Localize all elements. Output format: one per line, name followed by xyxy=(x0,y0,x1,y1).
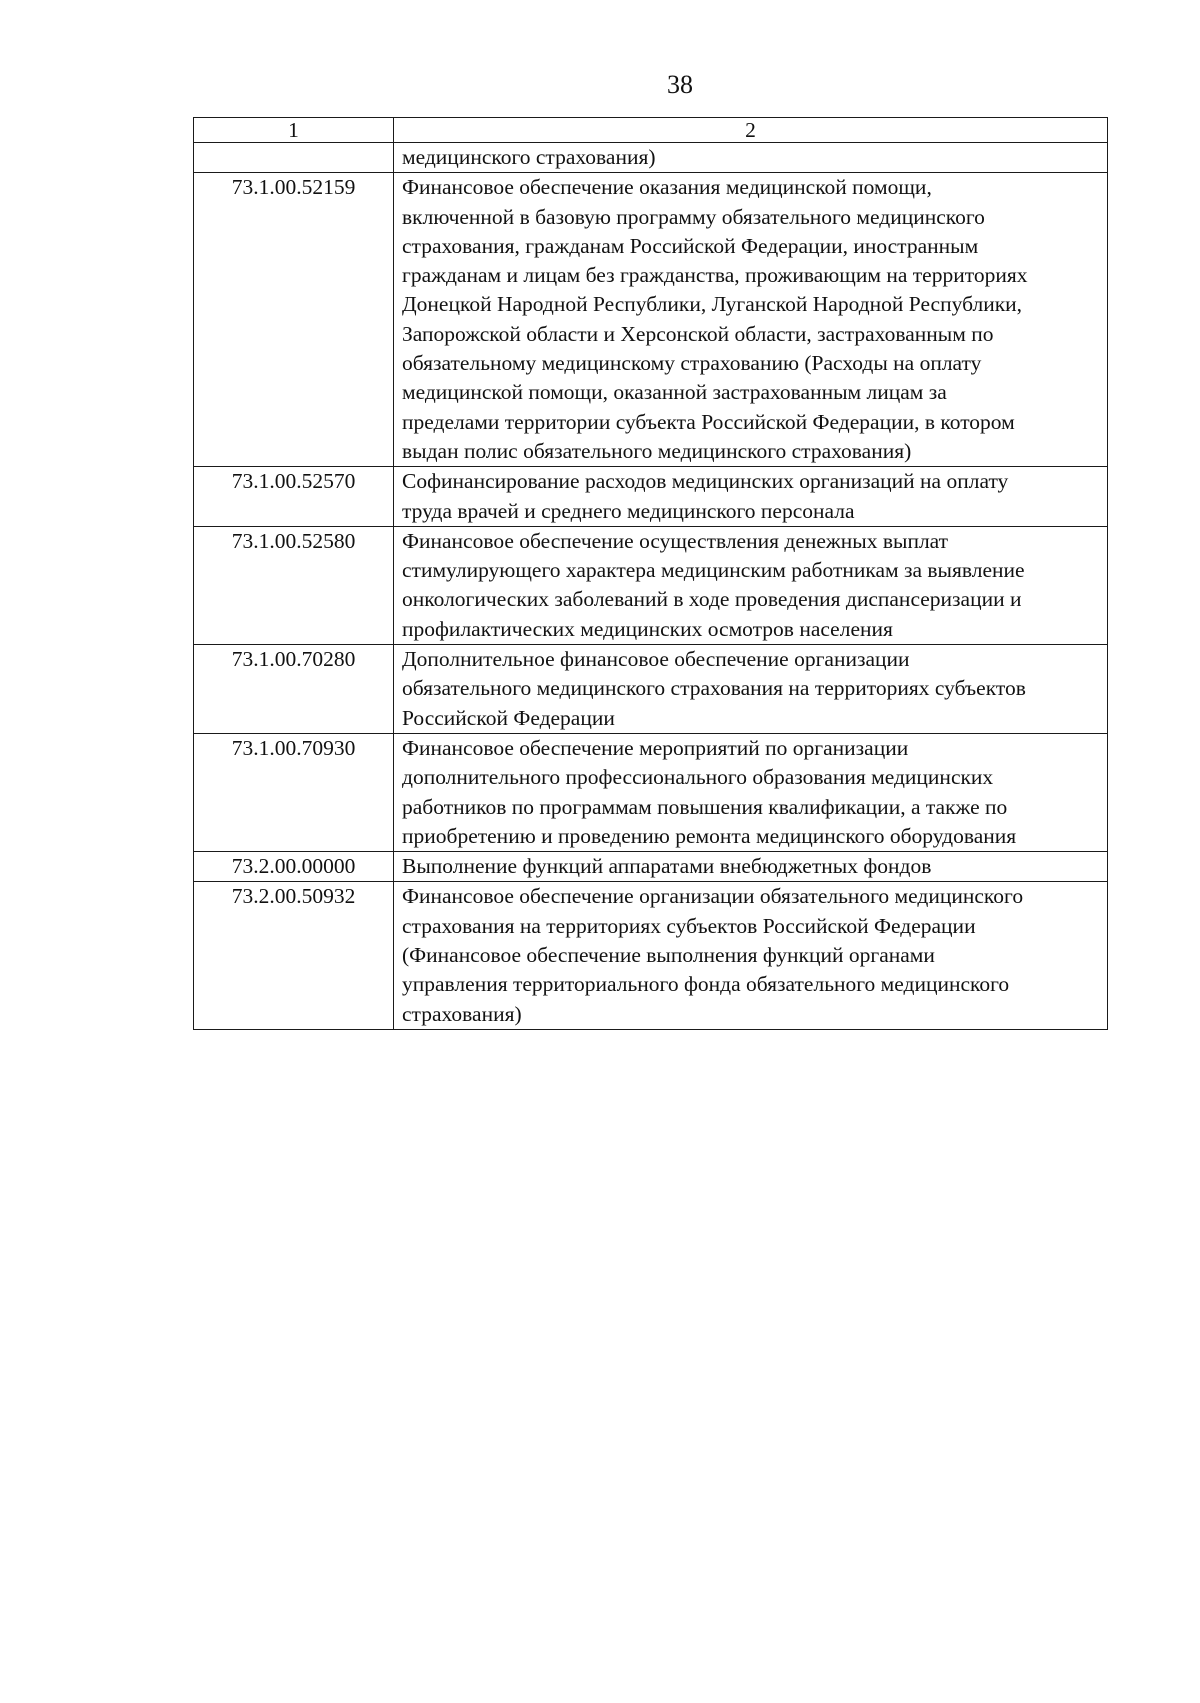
table-row xyxy=(194,143,1108,173)
table-row xyxy=(194,526,1108,644)
column-header-description: 2 xyxy=(394,118,1108,143)
table-header-row xyxy=(194,118,1108,143)
page-number: 38 xyxy=(667,70,693,99)
table-row xyxy=(194,173,1108,467)
table-row xyxy=(194,645,1108,734)
table-row xyxy=(194,467,1108,527)
table-row xyxy=(194,882,1108,1029)
row-code: 73.1.00.70930 xyxy=(194,733,394,851)
row-code: 73.1.00.52580 xyxy=(194,526,394,644)
row-code: 73.2.00.50932 xyxy=(194,882,394,1029)
row-description: медицинского страхования) xyxy=(394,143,1108,173)
row-description: Финансовое обеспечение осуществления денежных выплат стимулирующего характера медицинским работникам за выявление онкологических заболеваний в ходе проведения диспансеризации и профилактических медицинских осмотров населения xyxy=(394,526,1108,644)
row-description: Финансовое обеспечение организации обязательного медицинского страхования на территориях субъектов Российской Федерации (Финансовое обеспечение выполнения функций органами управления территориального фонда обязательного медицинского страхования) xyxy=(394,882,1108,1029)
row-description: Финансовое обеспечение оказания медицинской помощи, включенной в базовую программу обязательного медицинского страхования, гражданам Российской Федерации, иностранным гражданам и лицам без гражданства, проживающим на территориях Донецкой Народной Республики, Луганской Народной Республики, Запорожской области и Херсонской области, застрахованным по обязательному медицинскому страхованию (Расходы на оплату медицинской помощи, оказанной застрахованным лицам за пределами территории субъекта Российской Федерации, в котором выдан полис обязательного медицинского страхования) xyxy=(394,173,1108,467)
table-row xyxy=(194,852,1108,882)
table-row xyxy=(194,733,1108,851)
row-description: Дополнительное финансовое обеспечение организации обязательного медицинского страхования на территориях субъектов Российской Федерации xyxy=(394,645,1108,734)
row-code: 73.1.00.70280 xyxy=(194,645,394,734)
row-code: 73.1.00.52159 xyxy=(194,173,394,467)
row-description: Финансовое обеспечение мероприятий по организации дополнительного профессионального образования медицинских работников по программам повышения квалификации, а также по приобретению и проведению ремонта медицинского оборудования xyxy=(394,733,1108,851)
classification-table xyxy=(193,117,1108,1030)
row-code: 73.2.00.00000 xyxy=(194,852,394,882)
row-description: Софинансирование расходов медицинских организаций на оплату труда врачей и среднего медицинского персонала xyxy=(394,467,1108,527)
row-description: Выполнение функций аппаратами внебюджетных фондов xyxy=(394,852,1108,882)
row-code xyxy=(194,143,394,173)
row-code: 73.1.00.52570 xyxy=(194,467,394,527)
column-header-code: 1 xyxy=(194,118,394,143)
